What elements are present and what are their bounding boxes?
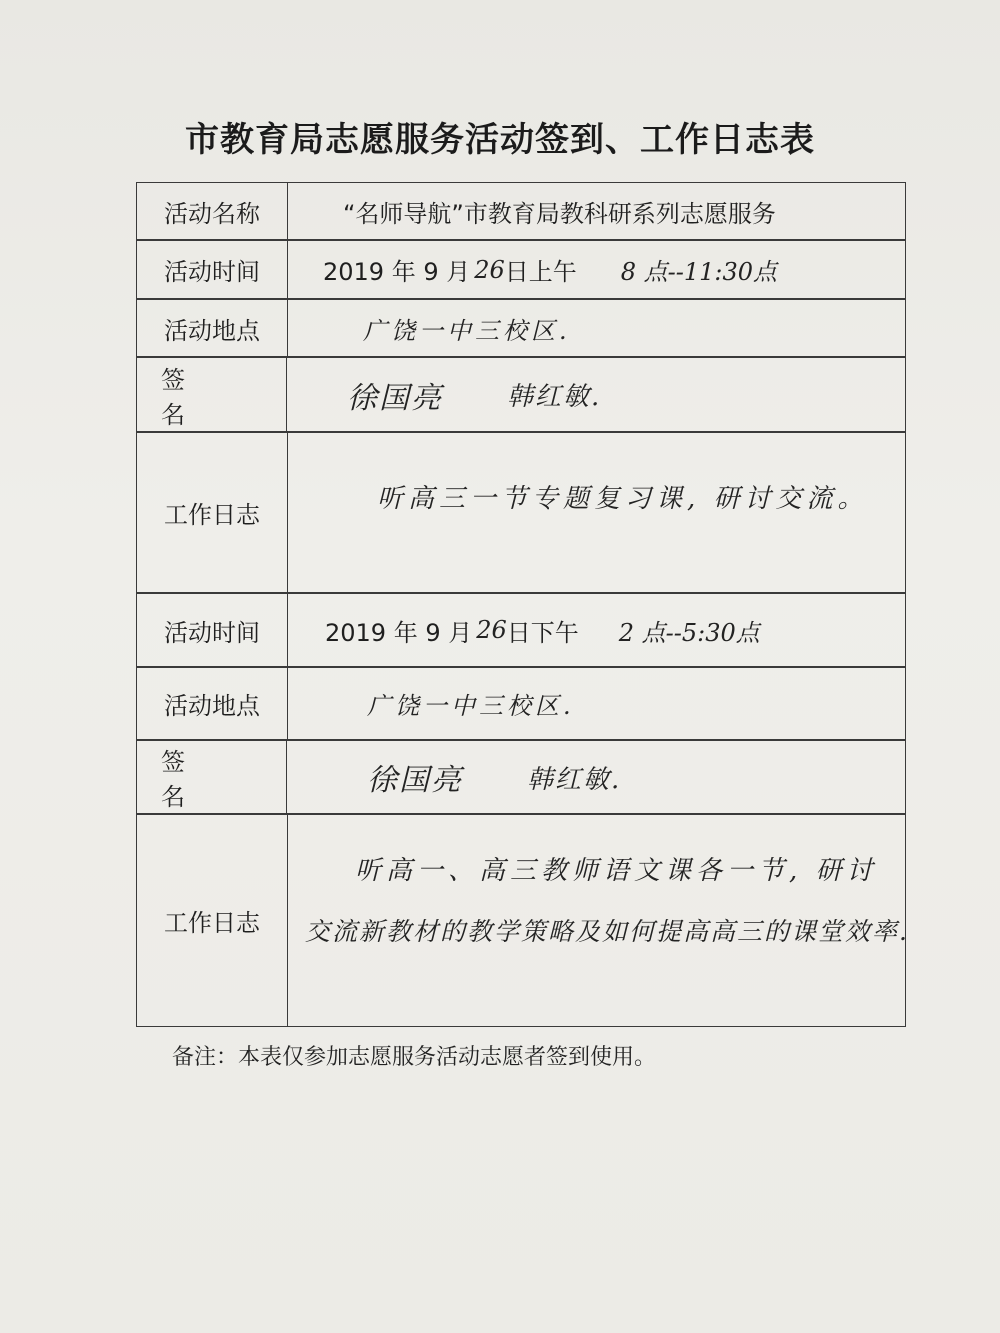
label-activity-name: 活动名称: [137, 183, 288, 240]
label-session2-log: 工作日志: [137, 814, 288, 1026]
value-session2-time: [287, 593, 905, 667]
row-session2-log: [136, 813, 909, 1027]
footer-note: 备注：本表仅参加志愿服务活动志愿者签到使用。: [172, 1045, 657, 1070]
row-activity-name: [136, 182, 906, 241]
signature-xu-guoliang-2: 徐国亮: [367, 763, 463, 798]
value-session2-signature: [287, 740, 905, 814]
session2-time-printed: 2019 年 9 月: [325, 618, 473, 647]
row-session1-place: [136, 298, 906, 358]
label-session1-time: 活动时间: [137, 240, 288, 299]
row-session2-place: [136, 666, 906, 741]
value-session1-log: [287, 432, 905, 593]
session1-log-text: 听高三一节专题复习课, 研讨交流。: [377, 484, 869, 514]
session2-log-line1: 听高一、高三教师语文课各一节, 研讨: [355, 856, 878, 886]
label-session1-signature: 签 名: [137, 357, 287, 432]
session1-time-day: 26: [474, 255, 505, 284]
row-session2-time: [136, 592, 906, 668]
session2-time-printed2: 日下午: [506, 618, 579, 647]
value-session1-signature: [287, 357, 905, 432]
row-session1-signature: [136, 356, 906, 433]
label-session2-time: 活动时间: [137, 593, 288, 667]
label-session2-place: 活动地点: [137, 667, 288, 740]
value-session2-place: 广饶一中三校区.: [367, 692, 575, 720]
value-session1-place: 广饶一中三校区.: [363, 316, 571, 345]
signin-log-form: [136, 182, 909, 1027]
signature-han-hongmin-1: 韩红敏.: [507, 382, 602, 412]
value-session1-time: [287, 240, 905, 299]
session2-time-range: 2 点--5:30点: [618, 618, 760, 647]
row-session1-time: [136, 239, 906, 300]
value-activity-name: “名师导航”市教育局教科研系列志愿服务: [343, 200, 776, 228]
form-title: 市教育局志愿服务活动签到、工作日志表: [185, 120, 815, 160]
session2-log-line2: 交流新教材的教学策略及如何提高高三的课堂效率.: [305, 917, 909, 946]
session1-time-range: 8 点--11:30点: [620, 258, 778, 286]
label-session2-signature: 签 名: [137, 740, 287, 814]
row-session2-signature: [136, 739, 906, 815]
session1-time-printed2: 日上午: [504, 258, 577, 286]
label-session1-place: 活动地点: [137, 299, 288, 357]
label-session1-log: 工作日志: [137, 432, 288, 593]
value-session2-log: [287, 814, 909, 1026]
signature-han-hongmin-2: 韩红敏.: [527, 764, 622, 795]
session2-time-day: 26: [476, 616, 507, 644]
session1-time-printed: 2019 年 9 月: [323, 258, 471, 286]
row-session1-log: [136, 431, 906, 594]
signature-xu-guoliang-1: 徐国亮: [347, 380, 443, 416]
